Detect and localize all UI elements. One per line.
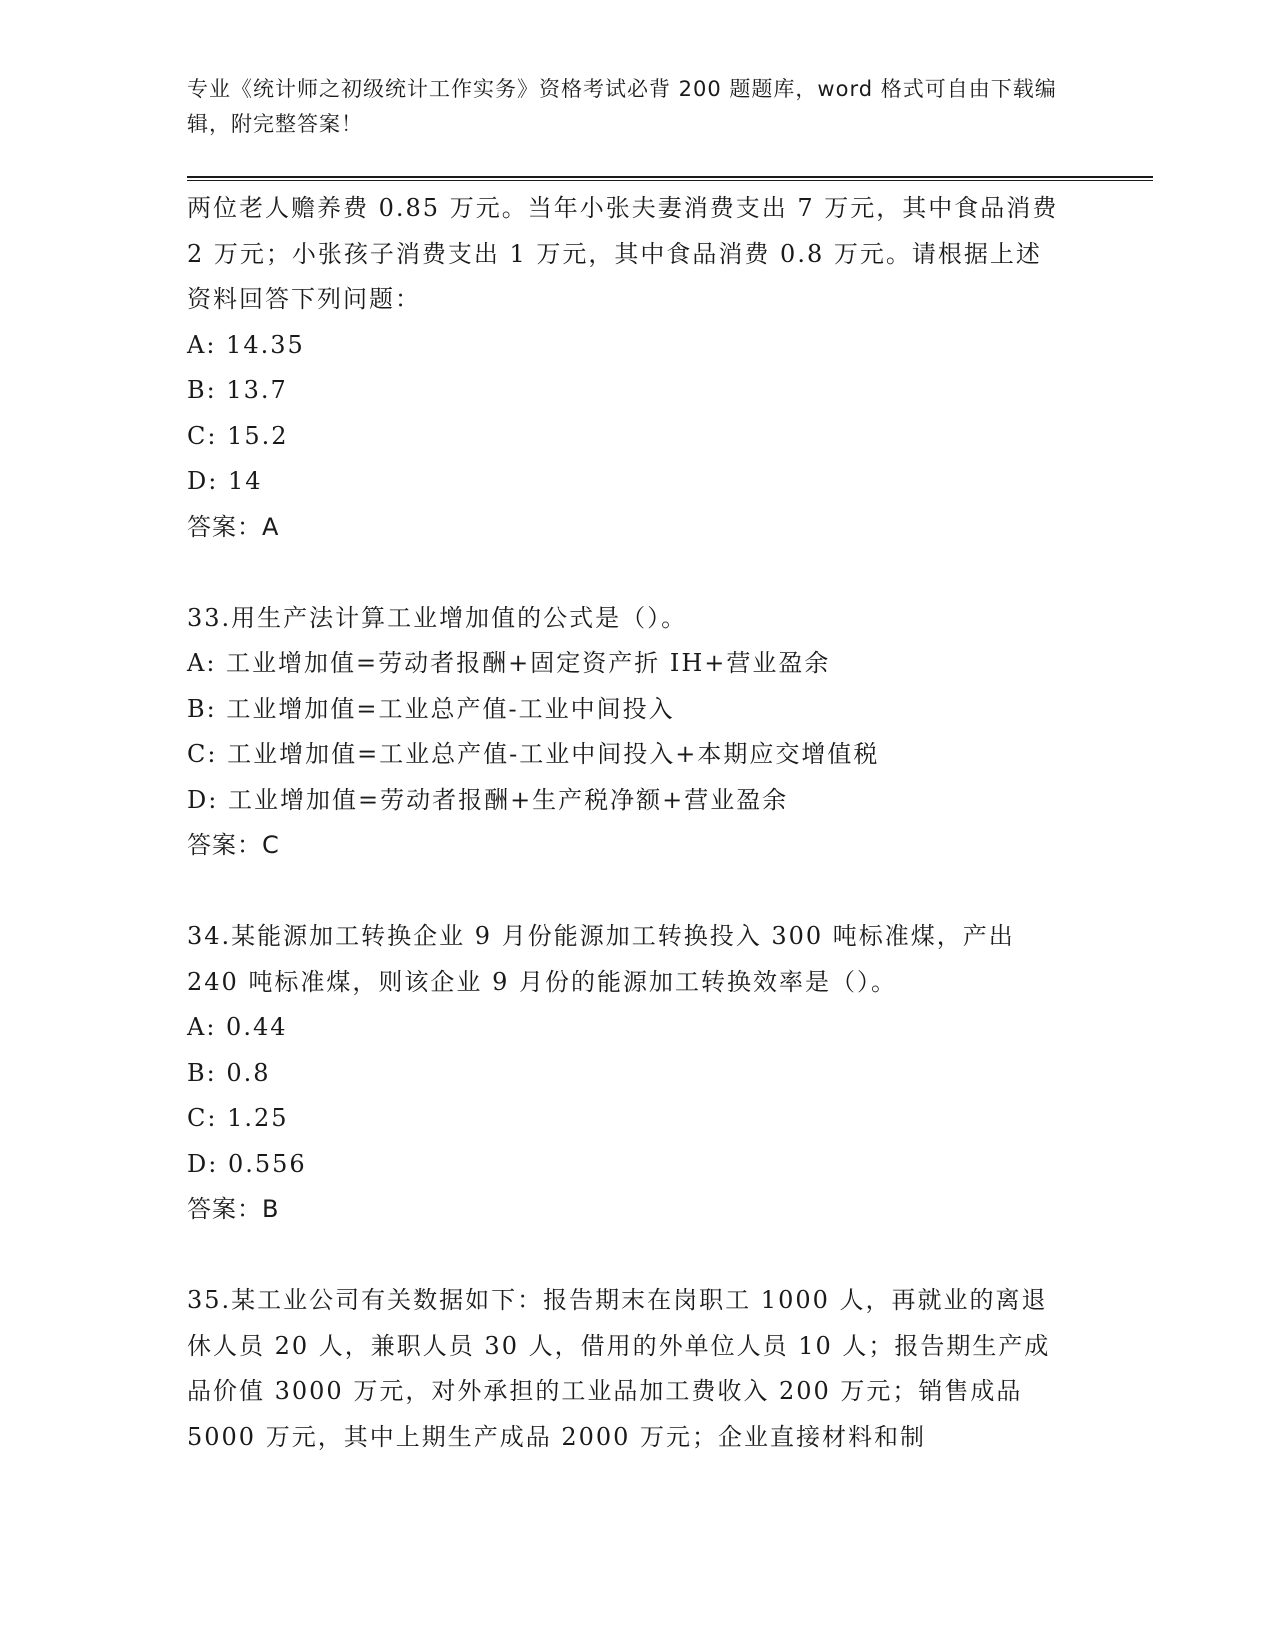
header-divider [187,176,1153,181]
question-35 [187,1278,1067,1460]
answer-line: 答案：B [187,1195,280,1223]
answer-line: 答案：C [187,831,280,859]
question-text: 两位老人赡养费 0.85 万元。当年小张夫妻消费支出 7 万元，其中食品消费 2 万元；小张孩子消费支出 1 万元，其中食品消费 0.8 万元。请根据上述资料回答下列问题： [187,194,1059,313]
option-c: C: 15.2 [187,421,289,450]
option-b: B: 13.7 [187,376,288,404]
page-header [187,72,1067,142]
document-title: 专业《统计师之初级统计工作实务》资格考试必背 200 题题库，word 格式可自由下载编辑，附完整答案！ [187,77,1057,136]
option-b: B: 0.8 [187,1058,271,1087]
question-text: 33.用生产法计算工业增加值的公式是（）。 [187,603,688,632]
question-text: 35.某工业公司有关数据如下：报告期末在岗职工 1000 人，再就业的离退休人员 20 人，兼职人员 30 人，借用的外单位人员 10 人；报告期生产成品价值 3000 万元，对外承担的工业品加工费收入 200 万元；销售成品 5000 万元，其中上期生产成品 2000 万元；企业直接材料和制 [187,1286,1051,1451]
option-c: C: 1.25 [187,1104,289,1132]
option-d: D: 14 [187,467,263,495]
option-d: D: 工业增加值=劳动者报酬+生产税净额+营业盈余 [187,785,789,814]
question-spacer [187,869,1067,915]
document-body [187,186,1067,1460]
option-a: A: 14.35 [187,330,305,359]
question-32-continued [187,186,1067,550]
option-b: B: 工业增加值=工业总产值-工业中间投入 [187,694,675,723]
answer-line: 答案：A [187,512,280,541]
question-spacer [187,1233,1067,1279]
option-c: C: 工业增加值=工业总产值-工业中间投入+本期应交增值税 [187,740,880,768]
option-a: A: 0.44 [187,1013,288,1041]
question-spacer [187,550,1067,596]
option-a: A: 工业增加值=劳动者报酬+固定资产折 IH+营业盈余 [187,649,831,677]
question-34 [187,914,1067,1233]
question-text: 34.某能源加工转换企业 9 月份能源加工转换投入 300 吨标准煤，产出 240 吨标准煤，则该企业 9 月份的能源加工转换效率是（）。 [187,922,1015,996]
question-33 [187,596,1067,869]
option-d: D: 0.556 [187,1149,307,1178]
